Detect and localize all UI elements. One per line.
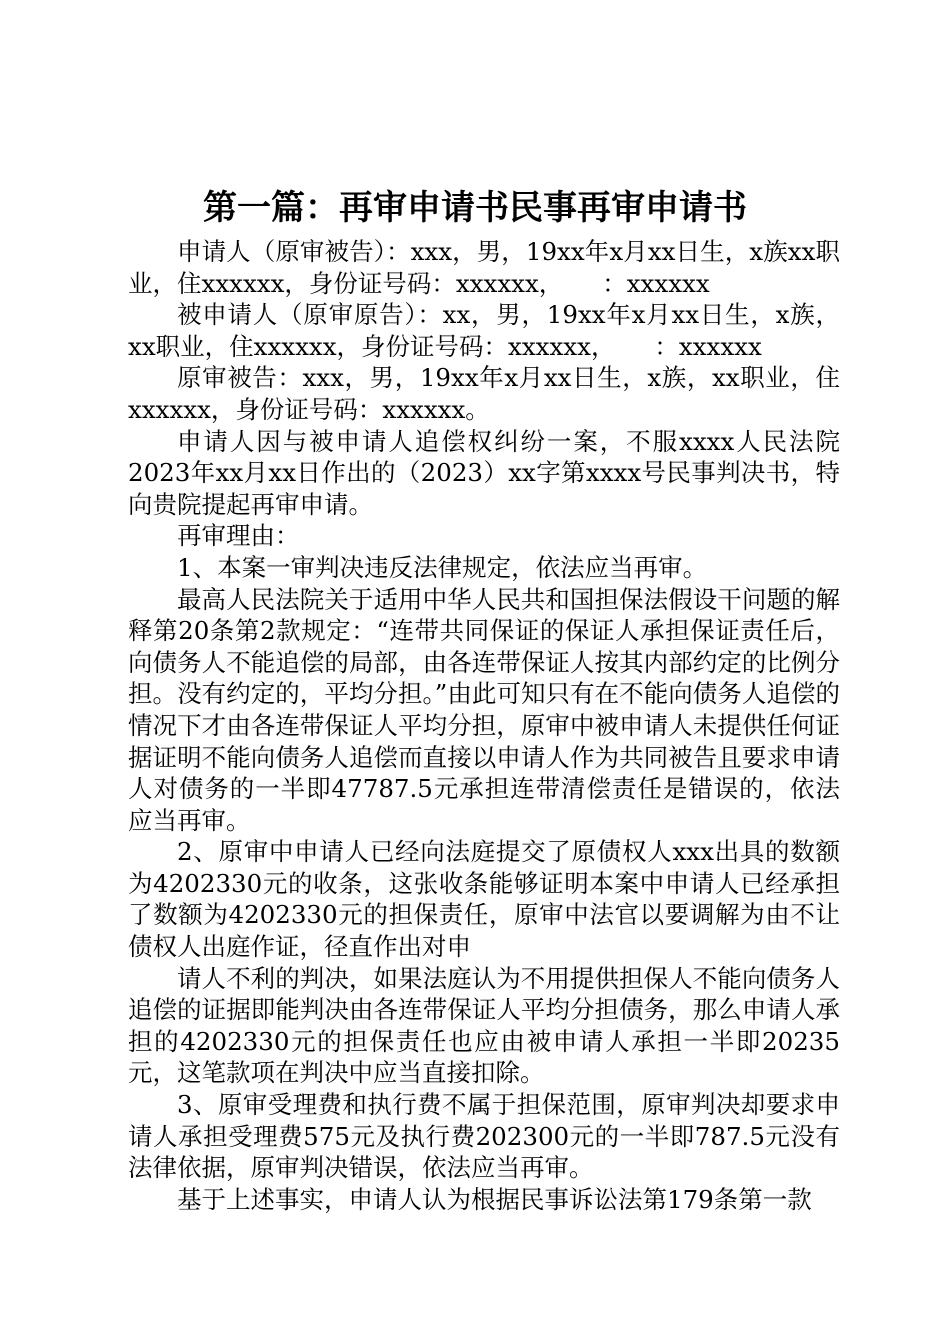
paragraph-applicant: 申请人（原审被告）：xxx，男，19xx年x月xx日生，x族xx职业，住xxxxxx，身份证号码：xxxxxx， ：xxxxxx [128,237,840,298]
paragraph-reason-2-continued: 请人不利的判决，如果法庭认为不用提供担保人不能向债务人追偿的证据即能判决由各连带保证人平均分担债务，那么申请人承担的4202330元的担保责任也应由被申请人承担一半即20235元，这笔款项在判决中应当直接扣除。 [128,963,840,1088]
paragraph-conclusion: 基于上述事实，申请人认为根据民事诉讼法第179条第一款 [177,1184,812,1214]
paragraph-reason-1: 1、本案一审判决违反法律规定，依法应当再审。 [177,552,708,582]
paragraph-reason-1-detail: 最高人民法院关于适用中华人民共和国担保法假设干问题的解释第20条第2款规定：“连带共同保证的保证人承担保证责任后，向债务人不能追偿的局部，由各连带保证人按其内部约定的比例分担。没有约定的，平均分担。”由此可知只有在不能向债务人追偿的情况下才由各连带保证人平均分担，原审中被申请人未提供任何证据证明不能向债务人追偿而直接以申请人作为共同被告且要求申请人对债务的一半即47787.5元承担连带清偿责任是错误的，依法应当再审。 [128,584,840,835]
paragraph-reasons-heading: 再审理由： [177,521,300,551]
paragraph-respondent: 被申请人（原审原告）：xx，男，19xx年x月xx日生，x族，xx职业，住xxxxxx，身份证号码：xxxxxx， ：xxxxxx [128,300,840,361]
document-body [128,236,840,1215]
paragraph-request: 申请人因与被申请人追偿权纠纷一案，不服xxxx人民法院2023年xx月xx日作出的（2023）xx字第xxxx号民事判决书，特向贵院提起再审申请。 [128,426,840,519]
paragraph-reason-3: 3、原审受理费和执行费不属于担保范围，原审判决却要求申请人承担受理费575元及执行费202300元的一半即787.5元没有法律依据，原审判决错误，依法应当再审。 [128,1090,840,1183]
paragraph-original-defendant: 原审被告：xxx，男，19xx年x月xx日生，x族，xx职业，住xxxxxx，身份证号码：xxxxxx。 [128,363,840,424]
paragraph-reason-2: 2、原审中申请人已经向法庭提交了原债权人xxx出具的数额为4202330元的收条，这张收条能够证明本案中申请人已经承担了数额为4202330元的担保责任，原审中法官以要调解为由不让债权人出庭作证，径直作出对申 [128,837,840,962]
document-title: 第一篇：再审申请书民事再审申请书 [203,188,747,228]
